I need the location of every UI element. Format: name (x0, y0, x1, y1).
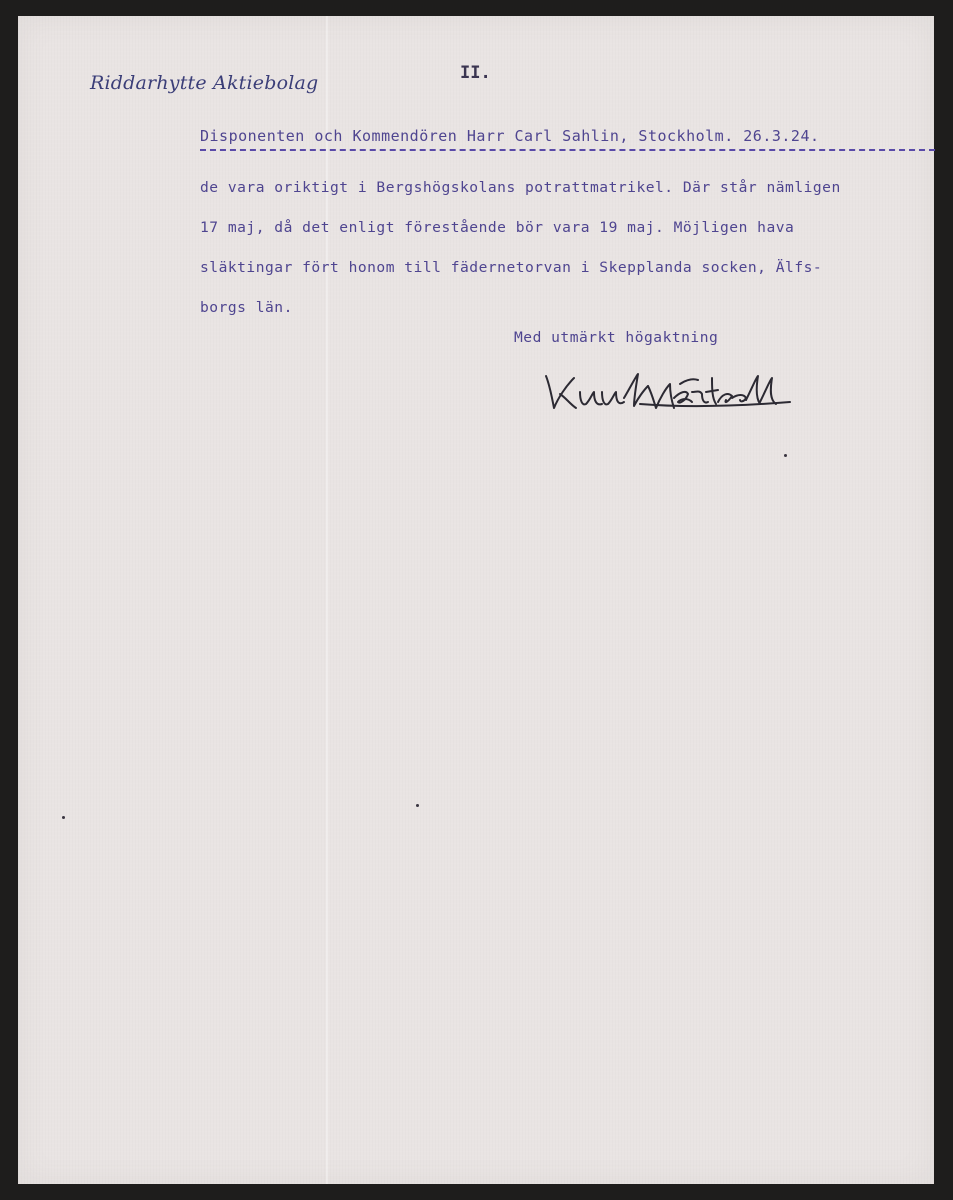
letter-page (18, 16, 934, 1184)
dashed-rule (200, 149, 935, 151)
ink-speck (62, 816, 65, 819)
body-line: släktingar fört honom till fädernetorvan i Skepplanda socken, Älfs- (200, 259, 823, 276)
body-line: de vara oriktigt i Bergshögskolans potrattmatrikel. Där står nämligen (200, 179, 841, 196)
body-line: borgs län. (200, 299, 293, 316)
ink-speck (784, 454, 787, 457)
ink-speck (416, 804, 419, 807)
closing-salutation: Med utmärkt högaktning (514, 329, 719, 346)
body-line: 17 maj, då det enligt förestående bör vara 19 maj. Möjligen hava (200, 219, 795, 236)
letter-header: Disponenten och Kommendören Harr Carl Sahlin, Stockholm. 26.3.24. (200, 127, 820, 145)
letterhead: Riddarhytte Aktiebolag (90, 72, 319, 94)
handwritten-signature (540, 368, 820, 418)
page-number: II. (460, 63, 491, 83)
